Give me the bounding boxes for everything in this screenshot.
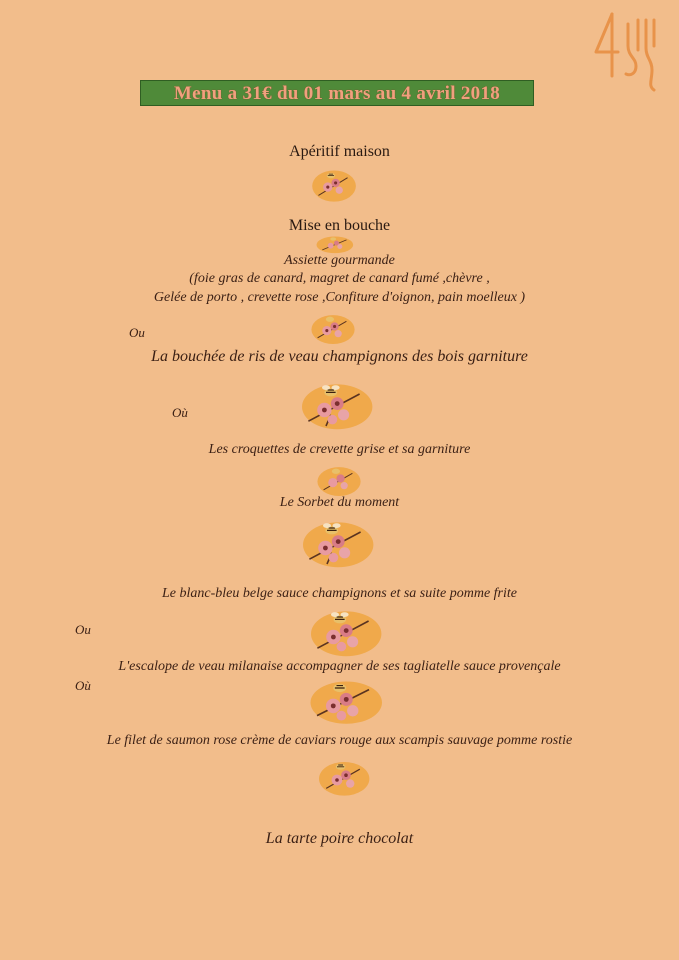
assiette-line-2: Gelée de porto , crevette rose ,Confiture d'oignon, pain moelleux ) xyxy=(153,290,526,305)
dessert-line: La tarte poire chocolat xyxy=(265,830,414,847)
flower-bee-icon xyxy=(293,516,377,572)
flower-bee-icon xyxy=(307,166,359,204)
flower-bee-icon xyxy=(311,462,365,498)
or-label: Où xyxy=(75,678,91,693)
flower-bee-icon xyxy=(302,605,384,661)
fork-knife-logo-icon xyxy=(590,10,660,92)
flower-bee-icon xyxy=(302,675,384,727)
or-label: Ou xyxy=(129,325,145,340)
flower-bee-icon xyxy=(306,310,358,346)
assiette-line-1: (foie gras de canard, magret de canard fumé ,chèvre , xyxy=(189,271,490,286)
flower-bee-icon xyxy=(313,234,355,254)
sorbet-line: Le Sorbet du moment xyxy=(279,495,400,510)
menu-title: Menu a 31€ du 01 mars au 4 avril 2018 xyxy=(173,83,501,104)
title-banner xyxy=(140,80,534,106)
or-label: Où xyxy=(172,405,188,420)
mise-en-bouche-heading: Mise en bouche xyxy=(288,217,391,234)
assiette-title: Assiette gourmande xyxy=(284,253,395,268)
aperitif-line: Apéritif maison xyxy=(289,143,390,160)
main-blanc-bleu: Le blanc-bleu belge sauce champignons et sa suite pomme frite xyxy=(162,586,517,601)
main-escalope: L'escalope de veau milanaise accompagner de ses tagliatelle sauce provençale xyxy=(118,659,561,674)
main-saumon: Le filet de saumon rose crème de caviars rouge aux scampis sauvage pomme rostie xyxy=(106,733,573,748)
or-label: Ou xyxy=(75,622,91,637)
starter-ris-de-veau: La bouchée de ris de veau champignons des bois garniture xyxy=(151,348,528,365)
flower-bee-icon xyxy=(293,378,375,434)
starter-croquettes: Les croquettes de crevette grise et sa garniture xyxy=(208,442,471,457)
flower-bee-icon xyxy=(313,756,373,798)
